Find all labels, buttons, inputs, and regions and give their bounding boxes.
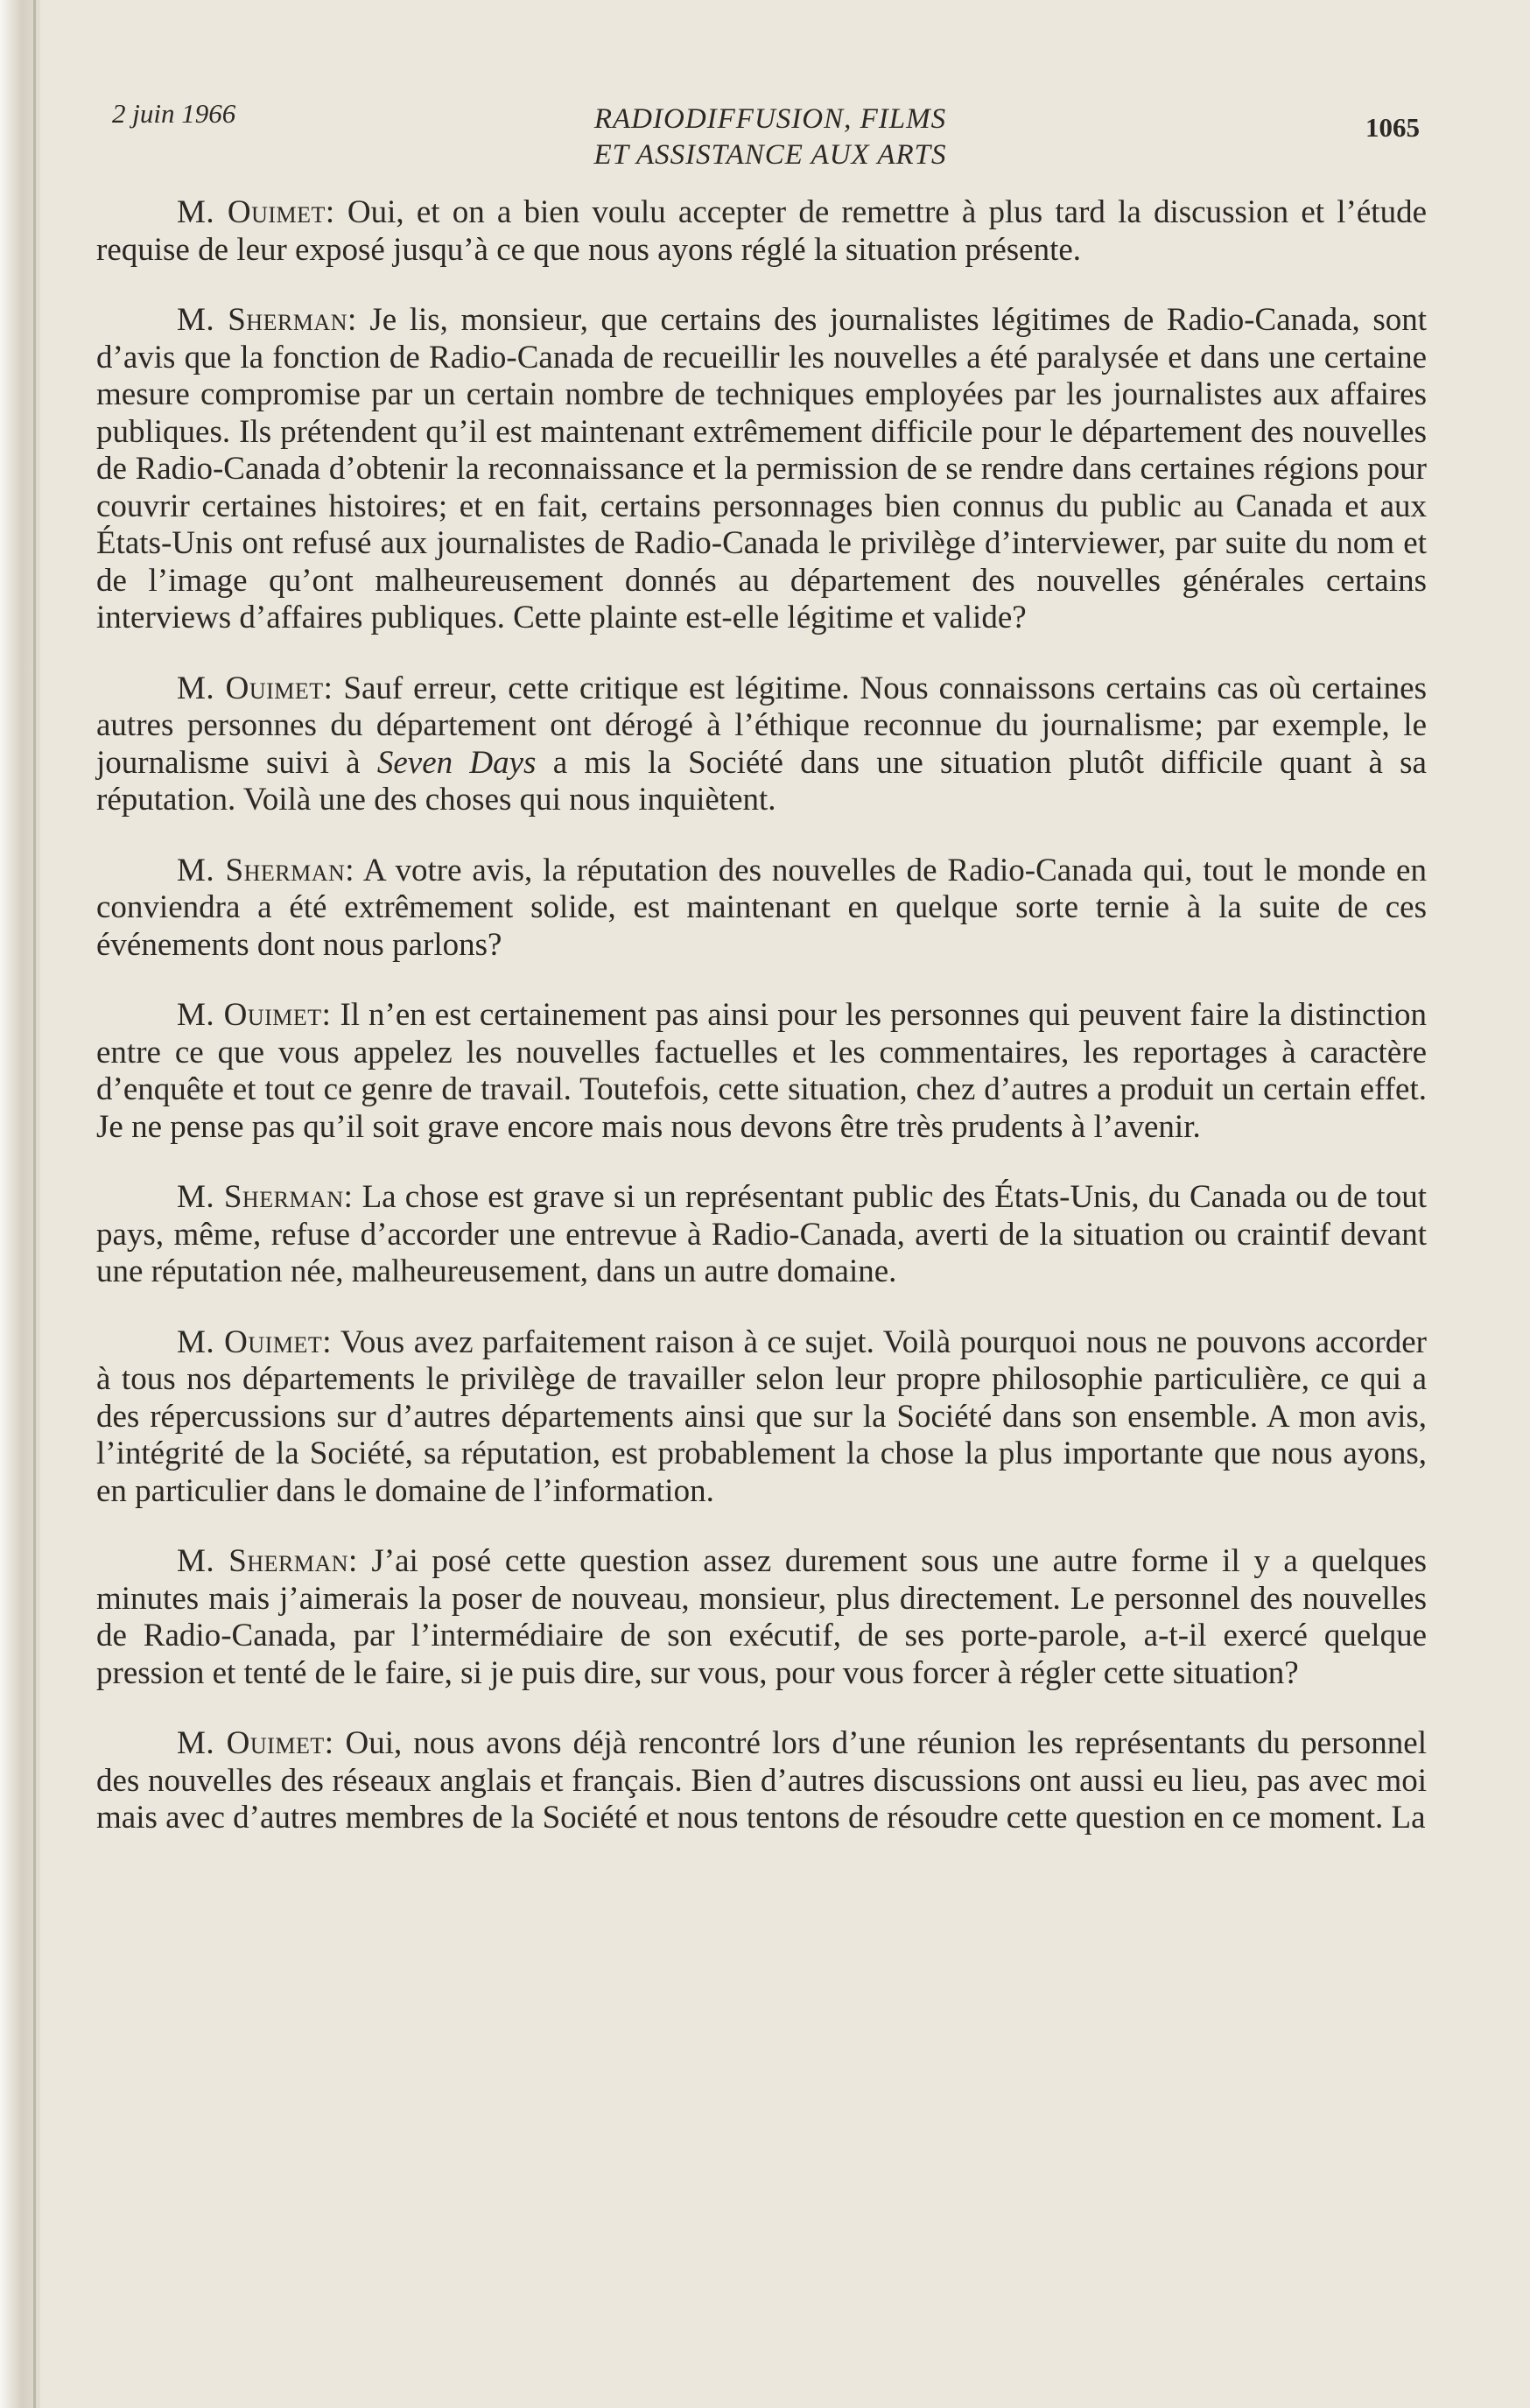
paragraph-text: A votre avis, la réputation des nouvelles de Radio-Canada qui, tout le monde en conviendra a été extrêmement solide, est maintenant en quelque sorte ternie à la suite de ces événements dont nous parlons? xyxy=(96,852,1427,963)
speaker-name: M. Sherman: xyxy=(177,302,357,338)
header-date: 2 juin 1966 xyxy=(112,98,236,129)
paragraph-text: Sauf erreur, cette critique est légitime. Nous connaissons certains cas où certaines autres personnes du département ont dérogé à l’éthique reconnue du journalisme; par exemple, le journalisme suivi à xyxy=(96,670,1428,781)
paragraph-6 xyxy=(96,1179,1427,1291)
paragraph-text: Il n’en est certainement pas ainsi pour les personnes qui peuvent faire la distinction entre ce que vous appelez les nouvelles factuelles et les commentaires, les reportages à caractère d’enquête et tout ce genre de travail. Toutefois, cette situation, chez d’autres a produit un certain effet. Je ne pense pas qu’il soit grave encore mais nous devons être très prudents à l’avenir. xyxy=(96,997,1428,1145)
paragraph-9 xyxy=(96,1725,1427,1837)
speaker-name: M. Ouimet: xyxy=(177,1323,332,1360)
paragraph-text-continued: a mis la Société dans une situation plutôt difficile quant à sa réputation. Voilà une des choses qui nous inquiètent. xyxy=(96,744,1427,818)
speaker-name: M. Ouimet: xyxy=(177,1725,334,1761)
speaker-name: M. Sherman: xyxy=(177,852,355,888)
speaker-name: M. Ouimet: xyxy=(177,194,335,230)
page-number: 1065 xyxy=(1365,112,1420,143)
header-title-line-2: ET ASSISTANCE AUX ARTS xyxy=(593,139,947,171)
paragraph-4 xyxy=(96,853,1427,965)
paragraph-2 xyxy=(96,302,1427,637)
speaker-name: M. Ouimet: xyxy=(177,997,332,1033)
speaker-name: M. Ouimet: xyxy=(177,670,333,706)
paragraph-7 xyxy=(96,1324,1427,1511)
paragraph-8 xyxy=(96,1543,1427,1692)
paragraph-3 xyxy=(96,670,1427,819)
speaker-name: M. Sherman: xyxy=(177,1543,358,1579)
running-header xyxy=(0,88,1530,184)
paragraph-text: Je lis, monsieur, que certains des journalistes légitimes de Radio-Canada, sont d’avis que la fonction de Radio-Canada de recueillir les nouvelles a été paralysée et dans une certaine mesure compromise par un certain nombre de techniques employées par les journalistes aux affaires publiques. Ils prétendent qu’il est maintenant extrêmement difficile pour le département des nouvelles de Radio-Canada d’obtenir la reconnaissance et la permission de se rendre dans certaines régions pour couvrir certaines histoires; et en fait, certains personnages bien connus du public au Canada et aux États-Unis ont refusé aux journalistes de Radio-Canada le privilège d’interviewer, par suite du nom et de l’image qu’ont malheureusement donnés au département des nouvelles générales certains interviews d’affaires publiques. Cette plainte est-elle légitime et valide? xyxy=(96,302,1427,635)
paragraph-text: J’ai posé cette question assez durement sous une autre forme il y a quelques minutes mais j’aimerais la poser de nouveau, monsieur, plus directement. Le personnel des nouvelles de Radio-Canada, par l’intermédiaire de son exécutif, de ses porte-parole, a-t-il exercé quelque pression et tenté de le faire, si je puis dire, sur vous, pour vous forcer à régler cette situation? xyxy=(96,1543,1427,1691)
transcript-body xyxy=(96,194,1427,1871)
paragraph-5 xyxy=(96,997,1427,1146)
header-title xyxy=(490,102,1050,173)
speaker-name: M. Sherman: xyxy=(177,1179,354,1215)
paragraph-1 xyxy=(96,194,1427,269)
binding-shadow xyxy=(33,0,36,2408)
paragraph-text: Vous avez parfaitement raison à ce sujet. Voilà pourquoi nous ne pouvons accorder à tous nos départements le privilège de travailler selon leur propre philosophie particulière, ce qui a des répercussions sur d’autres départements ainsi que sur la Société dans son ensemble. A mon avis, l’intégrité de la Société, sa réputation, est probablement la chose la plus importante que nous ayons, en particulier dans le domaine de l’information. xyxy=(96,1323,1427,1509)
paragraph-text: La chose est grave si un représentant public des États-Unis, du Canada ou de tout pays, même, refuse d’accorder une entrevue à Radio-Canada, averti de la situation ou craintif devant une réputation née, malheureusement, dans un autre domaine. xyxy=(96,1179,1427,1289)
paragraph-text: Oui, et on a bien voulu accepter de remettre à plus tard la discussion et l’étude requise de leur exposé jusqu’à ce que nous ayons réglé la situation présente. xyxy=(96,194,1427,268)
program-title: Seven Days xyxy=(376,744,537,781)
header-title-line-1: RADIODIFFUSION, FILMS xyxy=(593,103,947,135)
paragraph-text: Oui, nous avons déjà rencontré lors d’une réunion les représentants du personnel des nouvelles des réseaux anglais et français. Bien d’autres discussions ont aussi eu lieu, pas avec moi mais avec d’autres membres de la Société et nous tentons de résoudre cette question en ce moment. La xyxy=(96,1725,1428,1836)
